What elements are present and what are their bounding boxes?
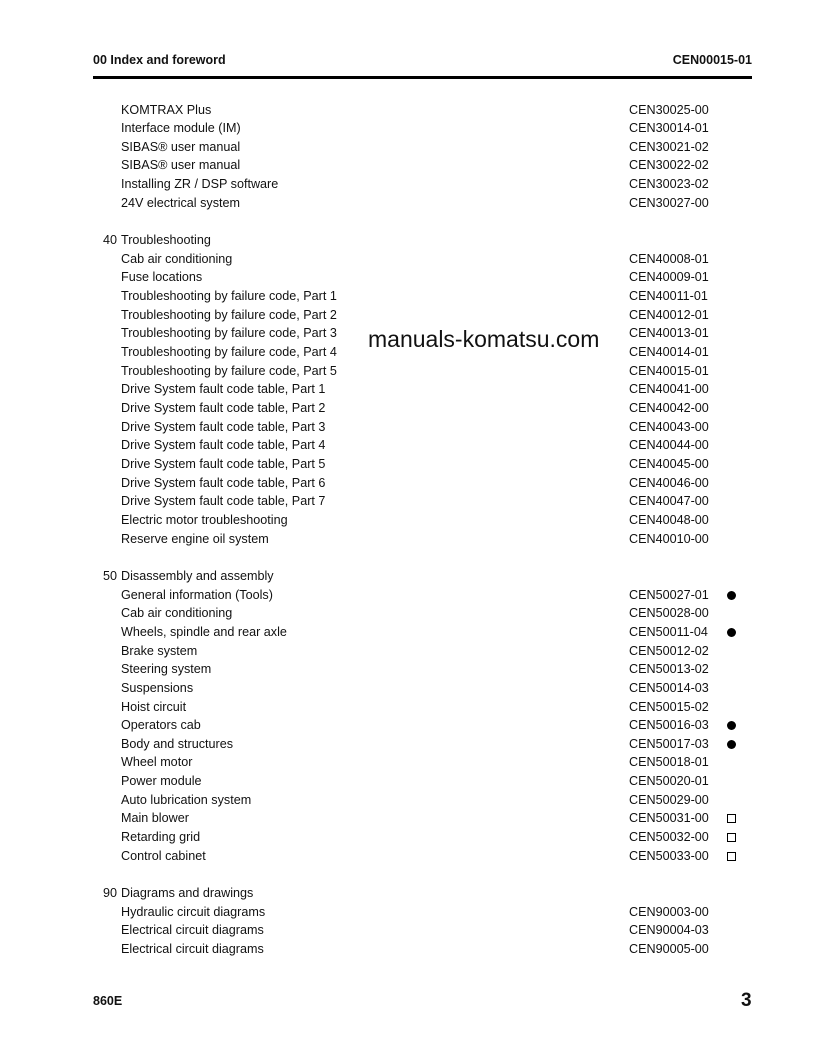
item-code: CEN50027-01 (629, 587, 709, 602)
item-code: CEN90005-00 (629, 942, 709, 957)
empty-square-icon (727, 814, 736, 823)
item-code: CEN40009-01 (629, 270, 709, 285)
list-item[interactable] (0, 138, 816, 157)
item-title: Drive System fault code table, Part 6 (121, 475, 326, 490)
item-code: CEN50020-01 (629, 774, 709, 789)
page-header (93, 53, 752, 67)
list-item[interactable] (0, 586, 816, 605)
item-code: CEN40015-01 (629, 363, 709, 378)
list-item[interactable] (0, 809, 816, 828)
filled-circle-icon (727, 740, 736, 749)
item-title: KOMTRAX Plus (121, 102, 212, 117)
list-item[interactable] (0, 436, 816, 455)
item-title: Electrical circuit diagrams (121, 923, 264, 938)
item-title: Main blower (121, 811, 189, 826)
list-item[interactable] (0, 268, 816, 287)
list-item[interactable] (0, 492, 816, 511)
list-item[interactable] (0, 772, 816, 791)
empty-square-icon (727, 852, 736, 861)
item-title: Fuse locations (121, 270, 203, 285)
list-item[interactable] (0, 940, 816, 959)
section-number: 90 (103, 886, 118, 901)
list-item[interactable] (0, 399, 816, 418)
item-title: Electrical circuit diagrams (121, 942, 264, 957)
item-code: CEN40008-01 (629, 251, 709, 266)
item-code: CEN40010-00 (629, 531, 709, 546)
list-item[interactable] (0, 716, 816, 735)
item-title: 24V electrical system (121, 195, 240, 210)
header-document-code: CEN00015-01 (672, 53, 752, 67)
item-code: CEN50029-00 (629, 792, 709, 807)
item-code: CEN50014-03 (629, 680, 709, 695)
item-title: Interface module (IM) (121, 121, 241, 136)
item-title: Power module (121, 774, 202, 789)
item-code: CEN40011-01 (629, 289, 708, 304)
list-item[interactable] (0, 753, 816, 772)
item-code: CEN30027-00 (629, 195, 709, 210)
item-code: CEN40043-00 (629, 419, 709, 434)
item-code: CEN40013-01 (629, 326, 709, 341)
list-item[interactable] (0, 642, 816, 661)
list-item[interactable] (0, 194, 816, 213)
spacer (0, 548, 816, 567)
section-heading (0, 231, 816, 250)
item-title: Drive System fault code table, Part 4 (121, 438, 326, 453)
item-code: CEN50011-04 (629, 624, 708, 639)
item-title: Hydraulic circuit diagrams (121, 904, 266, 919)
item-title: Troubleshooting by failure code, Part 4 (121, 345, 337, 360)
list-item[interactable] (0, 250, 816, 269)
list-item[interactable] (0, 679, 816, 698)
item-code: CEN50033-00 (629, 848, 709, 863)
item-code: CEN50032-00 (629, 830, 709, 845)
section-number: 40 (103, 233, 118, 248)
item-code: CEN40012-01 (629, 307, 709, 322)
item-code: CEN50018-01 (629, 755, 709, 770)
item-title: Reserve engine oil system (121, 531, 269, 546)
section-heading (0, 567, 816, 586)
spacer (0, 212, 816, 231)
item-code: CEN50016-03 (629, 718, 709, 733)
item-title: Drive System fault code table, Part 2 (121, 401, 326, 415)
item-title: Troubleshooting by failure code, Part 1 (121, 289, 337, 304)
list-item[interactable] (0, 418, 816, 437)
item-title: Drive System fault code table, Part 7 (121, 494, 326, 509)
item-code: CEN40045-00 (629, 456, 709, 471)
item-title: SIBAS® user manual (121, 139, 241, 154)
item-code: CEN30014-01 (629, 121, 709, 136)
list-item[interactable] (0, 828, 816, 847)
filled-circle-icon (727, 591, 736, 600)
item-title: Body and structures (121, 736, 234, 751)
item-code: CEN40044-00 (629, 438, 709, 453)
item-code: CEN50013-02 (629, 662, 709, 677)
empty-square-icon (727, 833, 736, 842)
item-title: Troubleshooting by failure code, Part 3 (121, 326, 337, 341)
item-title: Electric motor troubleshooting (121, 512, 288, 527)
list-item[interactable] (0, 921, 816, 940)
item-title: Wheels, spindle and rear axle (121, 624, 287, 639)
item-code: CEN30022-02 (629, 158, 709, 173)
list-item[interactable] (0, 101, 816, 120)
section-title: Disassembly and assembly (121, 568, 274, 583)
header-rule (93, 76, 752, 79)
item-title: Cab air conditioning (121, 251, 233, 266)
list-item[interactable] (0, 660, 816, 679)
list-item[interactable] (0, 380, 816, 399)
watermark: manuals-komatsu.com (368, 326, 600, 352)
item-title: Hoist circuit (121, 699, 187, 714)
item-title: SIBAS® user manual (121, 158, 241, 173)
item-title: Wheel motor (121, 755, 193, 770)
list-item[interactable] (0, 604, 816, 623)
item-title: Drive System fault code table, Part 5 (121, 456, 326, 471)
list-item[interactable] (0, 623, 816, 642)
item-title: General information (Tools) (121, 587, 273, 602)
item-code: CEN90003-00 (629, 904, 709, 919)
list-item[interactable] (0, 119, 816, 138)
list-item[interactable] (0, 903, 816, 922)
item-title: Operators cab (121, 718, 201, 733)
list-item[interactable] (0, 847, 816, 866)
item-code: CEN30021-02 (629, 139, 709, 154)
item-code: CEN40014-01 (629, 345, 709, 360)
item-code: CEN30025-00 (629, 102, 709, 117)
list-item[interactable] (0, 735, 816, 754)
item-code: CEN40046-00 (629, 475, 709, 490)
item-code: CEN50012-02 (629, 643, 709, 658)
footer-model: 860E (93, 994, 123, 1008)
filled-circle-icon (727, 721, 736, 730)
list-item[interactable] (0, 791, 816, 810)
item-title: Retarding grid (121, 830, 201, 845)
header-section-title: 00 Index and foreword (93, 53, 226, 67)
item-code: CEN50028-00 (629, 606, 709, 621)
item-title: Control cabinet (121, 848, 206, 863)
list-item[interactable] (0, 455, 816, 474)
list-item[interactable] (0, 698, 816, 717)
list-item[interactable] (0, 306, 816, 325)
list-item[interactable] (0, 511, 816, 530)
table-of-contents (0, 101, 816, 959)
item-title: Drive System fault code table, Part 1 (121, 382, 326, 397)
section-heading (0, 884, 816, 903)
filled-circle-icon (727, 628, 736, 637)
item-title: Brake system (121, 643, 198, 658)
item-code: CEN40048-00 (629, 512, 709, 527)
item-code: CEN40042-00 (629, 401, 709, 415)
item-title: Steering system (121, 662, 212, 677)
item-code: CEN40047-00 (629, 494, 709, 509)
item-title: Auto lubrication system (121, 792, 252, 807)
item-title: Troubleshooting by failure code, Part 5 (121, 363, 337, 378)
item-title: Troubleshooting by failure code, Part 2 (121, 307, 337, 322)
section-title: Diagrams and drawings (121, 886, 254, 901)
item-title: Installing ZR / DSP software (121, 177, 279, 192)
section-number: 50 (103, 568, 118, 583)
item-title: Cab air conditioning (121, 606, 233, 621)
list-item[interactable] (0, 362, 816, 381)
list-item[interactable] (0, 175, 816, 194)
list-item[interactable] (0, 530, 816, 549)
section-title: Troubleshooting (121, 233, 211, 248)
item-code: CEN50017-03 (629, 736, 709, 751)
item-code: CEN90004-03 (629, 923, 709, 938)
item-title: Drive System fault code table, Part 3 (121, 419, 326, 434)
item-code: CEN50031-00 (629, 811, 709, 826)
page-number: 3 (741, 990, 752, 1011)
spacer (0, 865, 816, 884)
item-code: CEN50015-02 (629, 699, 709, 714)
item-code: CEN40041-00 (629, 382, 709, 397)
list-item[interactable] (0, 156, 816, 175)
item-title: Suspensions (121, 680, 194, 695)
list-item[interactable] (0, 474, 816, 493)
item-code: CEN30023-02 (629, 177, 709, 192)
list-item[interactable] (0, 287, 816, 306)
